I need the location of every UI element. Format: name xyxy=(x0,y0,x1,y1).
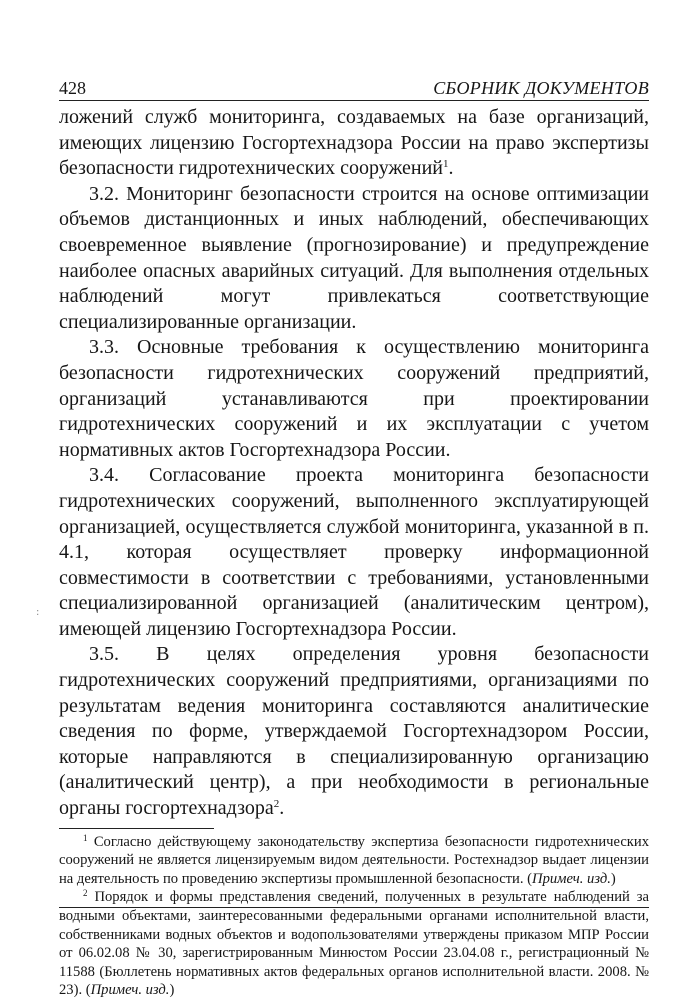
footnotes xyxy=(59,833,649,1000)
bottom-rule xyxy=(59,907,649,908)
paragraph-3-4: 3.4. Согласование проекта мониторинга безопасности гидротехнических сооружений, выполненного эксплуатирующей организацией, осуществляется службой мониторинга, указанной в п. 4.1, которая осуществляет проверку информационной совместимости в соответствии с требованиями, установленными специализированной организацией (аналитическим центром), имеющей лицензию Госгортехнадзора России. xyxy=(59,464,649,640)
footnote-ref-1: 1 xyxy=(443,158,449,171)
scan-artifact: : xyxy=(36,607,40,618)
page-header xyxy=(59,76,649,101)
paragraph-3-3: 3.3. Основные требования к осуществлению мониторинга безопасности гидротехнических сооружений предприятий, организаций устанавливаются при проектировании гидротехнических сооружений и их эксплуатации с учетом нормативных актов Госгортехнадзора России. xyxy=(59,336,649,461)
editor-note: Примеч. изд. xyxy=(532,870,611,887)
body-text xyxy=(59,105,649,822)
footnote-1: $^1$ Согласно действующему законодательству экспертиза безопасности гидротехнических сооружений не является лицензируемым видом деятельности. Ростехнадзор выдает лицензии на деятельность по проведению экспертизы промышленной безопасности. (Примеч. изд.) xyxy=(59,832,649,887)
footnote-2: $^2$ Порядок и формы представления сведений, полученных в результате наблюдений за водными объектами, заинтересованными федеральными органами исполнительной власти, собственниками водных объектов и водопользователями утверждены приказом МПР России от 06.02.08 № 30, зарегистрированным Минюстом России 23.04.08 г., регистрационный № 11588 (Бюллетень нормативных актов федеральных органов исполнительной власти. 2008. № 23). (Примеч. изд.) xyxy=(59,888,650,999)
footnote-separator xyxy=(59,828,214,829)
footnote-ref-2: 2 xyxy=(273,798,280,811)
document-page xyxy=(59,76,649,1000)
paragraph-3-2: 3.2. Мониторинг безопасности строится на основе оптимизации объемов дистанционных и иных наблюдений, обеспечивающих своевременное выявление (прогнозирование) и предупреждение наиболее опасных аварийных ситуаций. Для выполнения отдельных наблюдений могут привлекаться соответствующие специализированные организации. xyxy=(59,182,649,333)
page-number: 428 xyxy=(59,78,86,98)
running-title: СБОРНИК ДОКУМЕНТОВ xyxy=(433,78,649,98)
paragraph-3-5: 3.5. В целях определения уровня безопасности гидротехнических сооружений предприятиями, организациями по результатам ведения мониторинга составляются аналитические сведения по форме, утверждаемой Госгортехнадзором России, которые направляются в специализированную организацию (аналитический центр), а при необходимости в региональные органы госгортехнадзора$^2$. xyxy=(59,643,649,820)
editor-note: Примеч. изд. xyxy=(90,982,170,999)
paragraph-continuation: ложений служб мониторинга, создаваемых на базе организаций, имеющих лицензию Госгортехнадзора России на право экспертизы безопасности гидротехнических сооружений$^1$. xyxy=(59,106,649,180)
